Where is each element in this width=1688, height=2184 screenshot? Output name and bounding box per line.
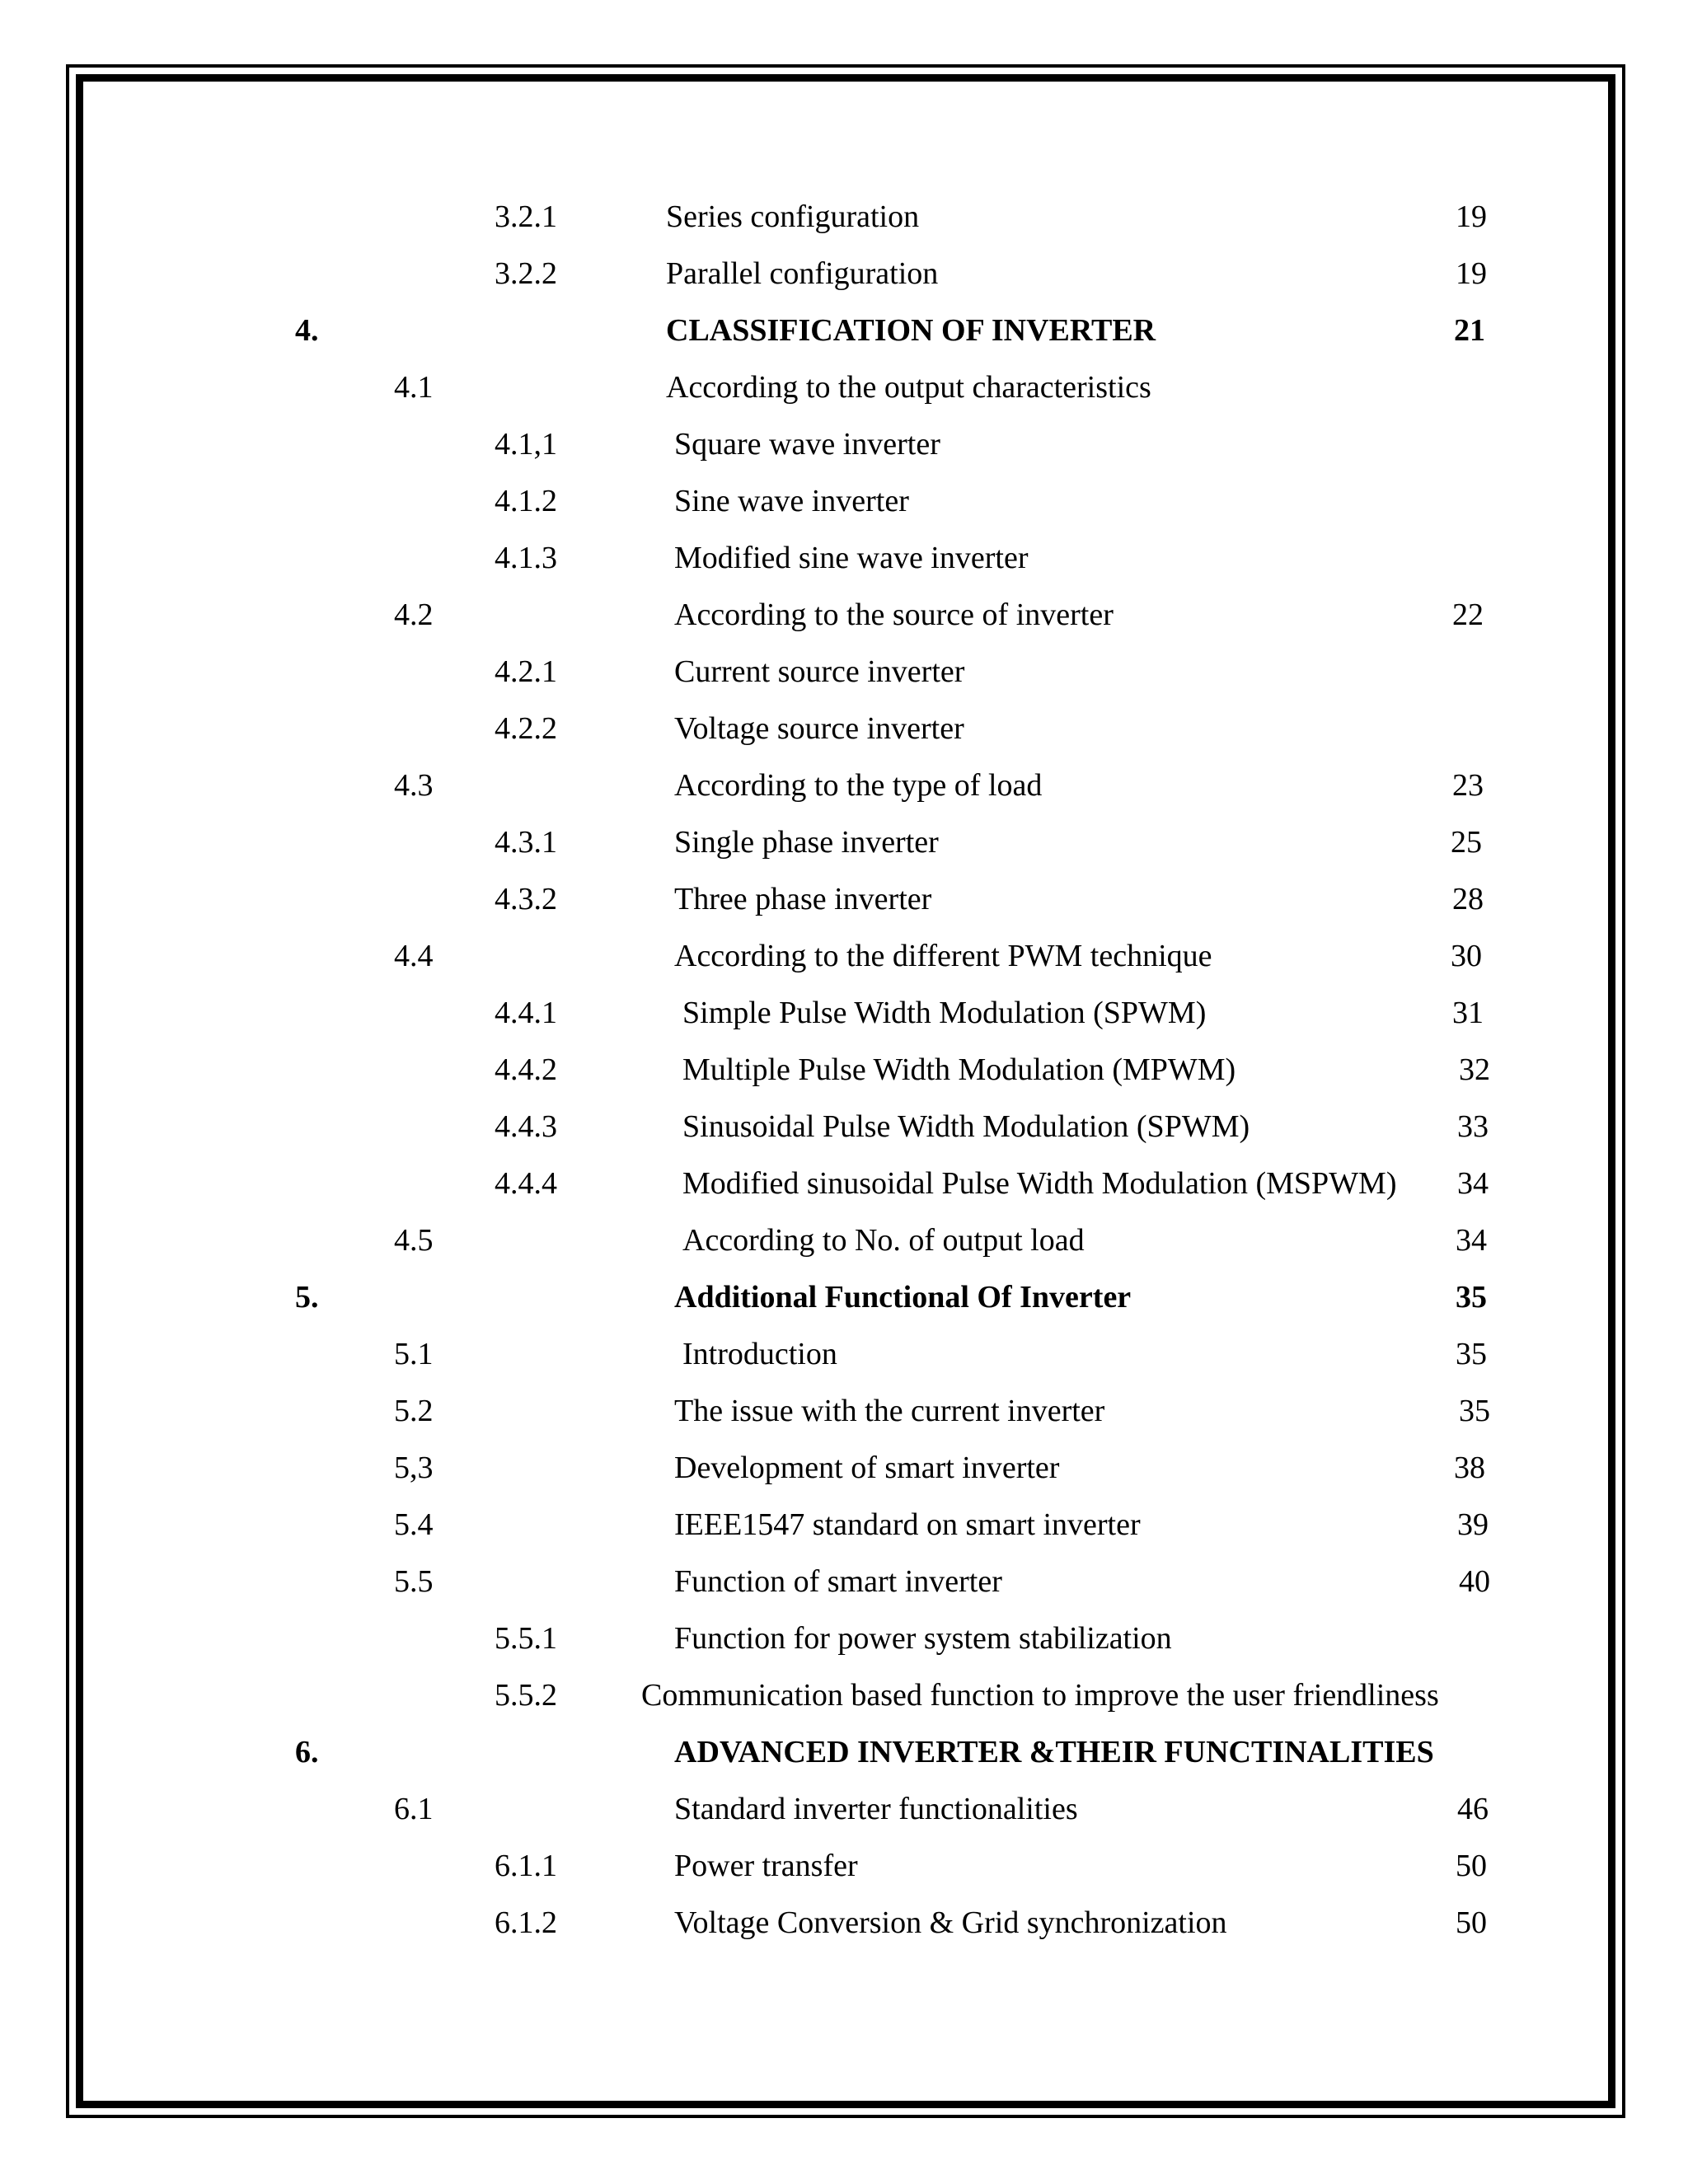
toc-entry-page: 34	[1457, 1166, 1489, 1201]
toc-entry-title: Series configuration	[666, 199, 920, 234]
toc-entry-page: 34	[1456, 1223, 1487, 1258]
toc-entry-number: 5.1	[394, 1337, 434, 1371]
toc-entry	[0, 1443, 1688, 1493]
toc-entry-number: 4.3	[394, 768, 434, 803]
toc-entry	[0, 1727, 1688, 1777]
toc-entry-page: 19	[1456, 199, 1487, 234]
toc-entry	[0, 1841, 1688, 1891]
toc-entry	[0, 363, 1688, 412]
toc-entry	[0, 192, 1688, 241]
toc-entry-page: 50	[1456, 1849, 1487, 1883]
toc-entry-number: 4.4.2	[495, 1052, 557, 1087]
toc-entry	[0, 931, 1688, 981]
toc-entry	[0, 1386, 1688, 1436]
toc-entry-page: 31	[1452, 996, 1484, 1030]
toc-entry	[0, 419, 1688, 469]
toc-entry-title: IEEE1547 standard on smart inverter	[674, 1507, 1141, 1542]
toc-entry	[0, 761, 1688, 810]
toc-entry-number: 4.1	[394, 370, 434, 405]
toc-entry-number: 5.5	[394, 1564, 434, 1599]
toc-entry	[0, 1614, 1688, 1663]
toc-entry-title: Modified sinusoidal Pulse Width Modulation (MSPWM)	[682, 1166, 1397, 1201]
toc-entry-page: 22	[1452, 598, 1484, 632]
toc-entry	[0, 1272, 1688, 1322]
toc-entry	[0, 306, 1688, 355]
toc-entry	[0, 1329, 1688, 1379]
toc-entry-page: 32	[1459, 1052, 1490, 1087]
toc-entry-number: 4.1.3	[495, 541, 557, 575]
toc-entry-number: 4.5	[394, 1223, 434, 1258]
toc-entry	[0, 1557, 1688, 1606]
toc-entry-number: 5.2	[394, 1394, 434, 1428]
toc-entry-number: 4.4	[394, 939, 434, 973]
toc-entry-number: 4.1,1	[495, 427, 557, 462]
toc-entry	[0, 1671, 1688, 1720]
toc-entry-number: 4.2.2	[495, 711, 557, 746]
toc-entry-title: Sine wave inverter	[674, 484, 909, 518]
toc-entry-title: According to No. of output load	[682, 1223, 1085, 1258]
toc-entry-number: 4.1.2	[495, 484, 557, 518]
toc-entry-title: Power transfer	[674, 1849, 858, 1883]
toc-entry-title: Modified sine wave inverter	[674, 541, 1029, 575]
toc-entry-page: 38	[1454, 1451, 1485, 1485]
toc-entry-page: 30	[1451, 939, 1482, 973]
toc-entry-page: 35	[1456, 1337, 1487, 1371]
toc-entry-number: 5.	[295, 1280, 319, 1315]
toc-entry-number: 5.4	[394, 1507, 434, 1542]
toc-entry	[0, 1784, 1688, 1834]
toc-entry-number: 3.2.2	[495, 256, 557, 291]
toc-entry-number: 4.	[295, 313, 319, 348]
toc-entry-number: 4.3.1	[495, 825, 557, 860]
toc-entry-title: Sinusoidal Pulse Width Modulation (SPWM)	[682, 1109, 1250, 1144]
toc-entry-title: Voltage source inverter	[674, 711, 964, 746]
toc-entry-title: Development of smart inverter	[674, 1451, 1060, 1485]
toc-entry-page: 25	[1451, 825, 1482, 860]
toc-entry	[0, 1216, 1688, 1265]
toc-entry-title: Square wave inverter	[674, 427, 940, 462]
toc-entry	[0, 590, 1688, 640]
toc-entry-title: ADVANCED INVERTER &THEIR FUNCTINALITIES	[674, 1735, 1434, 1769]
toc-entry-number: 4.2.1	[495, 654, 557, 689]
toc-entry-title: Function for power system stabilization	[674, 1621, 1172, 1656]
toc-entry-number: 5.5.1	[495, 1621, 557, 1656]
toc-entry-page: 46	[1457, 1792, 1489, 1826]
toc-entry-title: Additional Functional Of Inverter	[674, 1280, 1132, 1315]
toc-entry-page: 33	[1457, 1109, 1489, 1144]
toc-entry	[0, 1898, 1688, 1947]
toc-entry-number: 4.3.2	[495, 882, 557, 916]
toc-entry-title: Simple Pulse Width Modulation (SPWM)	[682, 996, 1207, 1030]
toc-entry-title: Voltage Conversion & Grid synchronization	[674, 1905, 1227, 1940]
toc-entry-number: 6.	[295, 1735, 319, 1769]
toc-entry-title: Standard inverter functionalities	[674, 1792, 1078, 1826]
toc-entry-page: 19	[1456, 256, 1487, 291]
toc-entry-number: 3.2.1	[495, 199, 557, 234]
toc-entry-number: 6.1.1	[495, 1849, 557, 1883]
toc-entry-title: According to the output characteristics	[666, 370, 1151, 405]
toc-entry-number: 4.2	[394, 598, 434, 632]
toc-entry-number: 6.1.2	[495, 1905, 557, 1940]
toc-entry-page: 21	[1454, 313, 1485, 348]
toc-entry-number: 4.4.1	[495, 996, 557, 1030]
toc-entry-page: 35	[1459, 1394, 1490, 1428]
toc-entry-title: Multiple Pulse Width Modulation (MPWM)	[682, 1052, 1236, 1087]
toc-entry-number: 4.4.4	[495, 1166, 557, 1201]
toc-entry-title: Function of smart inverter	[674, 1564, 1002, 1599]
toc-entry-title: Current source inverter	[674, 654, 965, 689]
toc-entry-title: CLASSIFICATION OF INVERTER	[666, 313, 1156, 348]
toc-entry	[0, 249, 1688, 298]
toc-entry-number: 5.5.2	[495, 1678, 557, 1713]
toc-entry-title: The issue with the current inverter	[674, 1394, 1105, 1428]
toc-entry	[0, 1045, 1688, 1094]
toc-entry	[0, 818, 1688, 867]
toc-entry-page: 39	[1457, 1507, 1489, 1542]
toc-entry-title: According to the type of load	[674, 768, 1043, 803]
toc-entry-title: Communication based function to improve the user friendliness	[641, 1678, 1439, 1713]
toc-entry-title: According to the source of inverter	[674, 598, 1114, 632]
toc-entry	[0, 1159, 1688, 1208]
toc-entry-title: Single phase inverter	[674, 825, 939, 860]
toc-entry	[0, 1500, 1688, 1549]
toc-entry-number: 5,3	[394, 1451, 434, 1485]
toc-entry-page: 23	[1452, 768, 1484, 803]
toc-entry-page: 35	[1456, 1280, 1487, 1315]
toc-entry	[0, 647, 1688, 696]
toc-entry	[0, 704, 1688, 753]
toc-entry-title: Parallel configuration	[666, 256, 939, 291]
toc-entry	[0, 988, 1688, 1038]
toc-entry	[0, 533, 1688, 583]
toc-entry-number: 4.4.3	[495, 1109, 557, 1144]
toc-entry-title: Three phase inverter	[674, 882, 932, 916]
toc-entry-page: 40	[1459, 1564, 1490, 1599]
toc-entry-title: Introduction	[682, 1337, 837, 1371]
toc-entry	[0, 476, 1688, 526]
toc-entry	[0, 1102, 1688, 1151]
toc-entry-title: According to the different PWM technique	[674, 939, 1212, 973]
toc-entry	[0, 874, 1688, 924]
toc-entry-number: 6.1	[394, 1792, 434, 1826]
toc-entry-page: 50	[1456, 1905, 1487, 1940]
toc-entry-page: 28	[1452, 882, 1484, 916]
